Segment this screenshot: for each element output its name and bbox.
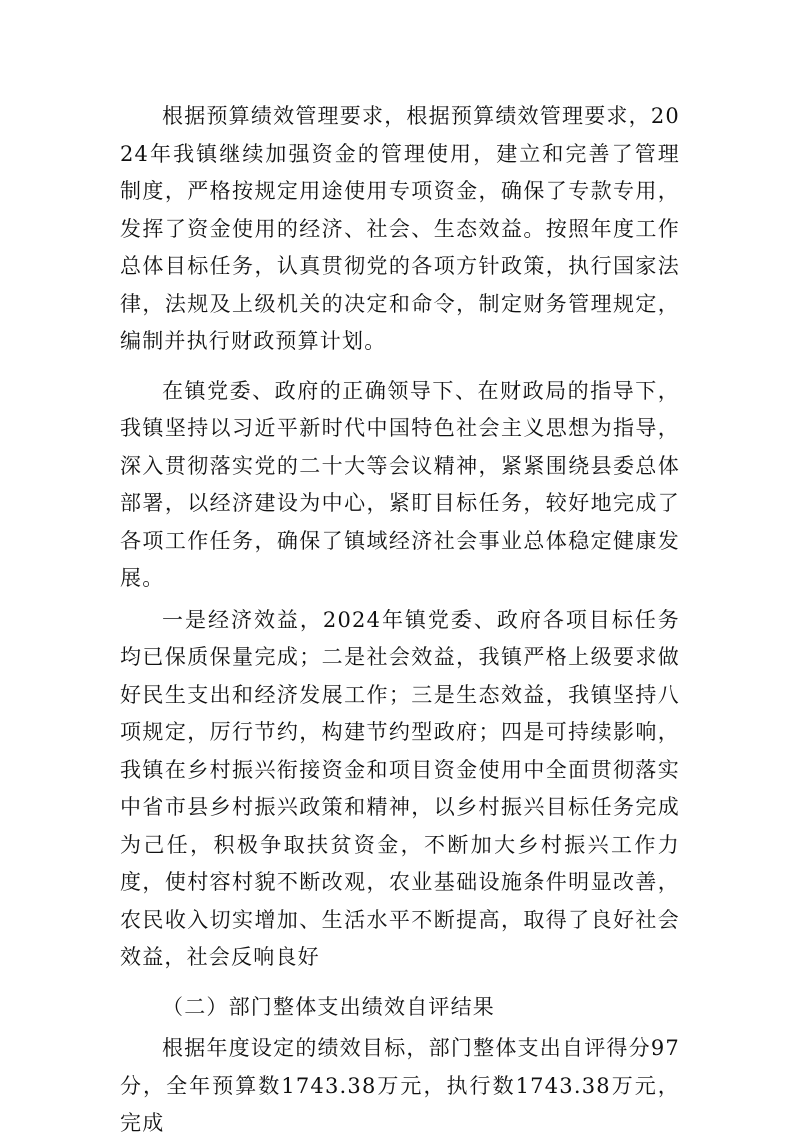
paragraph-leadership: 在镇党委、政府的正确领导下、在财政局的指导下，我镇坚持以习近平新时代中国特色社会主义思想为指导，深入贯彻落实党的二十大等会议精神，紧紧围绕县委总体部署，以经济建设为中心，紧盯目标任务，较好地完成了各项工作任务，确保了镇域经济社会事业总体稳定健康发展。 bbox=[120, 378, 680, 590]
paragraph-budget-management: 根据预算绩效管理要求，根据预算绩效管理要求，2024年我镇继续加强资金的管理使用，建立和完善了管理制度，严格按规定用途使用专项资金，确保了专款专用，发挥了资金使用的经济、社会、生态效益。按照年度工作总体目标任务，认真贯彻党的各项方针政策，执行国家法律，法规及上级机关的决定和命令，制定财务管理规定，编制并执行财政预算计划。 bbox=[120, 104, 680, 353]
document-body bbox=[120, 98, 680, 1143]
paragraph-benefits: 一是经济效益，2024年镇党委、政府各项目标任务均已保质保量完成；二是社会效益，我镇严格上级要求做好民生支出和经济发展工作；三是生态效益，我镇坚持八项规定，厉行节约，构建节约型政府；四是可持续影响，我镇在乡村振兴衔接资金和项目资金使用中全面贯彻落实中省市县乡村振兴政策和精神，以乡村振兴目标任务完成为己任，积极争取扶贫资金，不断加大乡村振兴工作力度，使村容村貌不断改观，农业基础设施条件明显改善，农民收入切实增加、生活水平不断提高，取得了良好社会效益，社会反响良好 bbox=[120, 607, 680, 969]
paragraph-self-evaluation: 根据年度设定的绩效目标，部门整体支出自评得分97分，全年预算数1743.38万元，执行数1743.38万元，完成 bbox=[120, 1036, 680, 1135]
section-heading: （二）部门整体支出绩效自评结果 bbox=[162, 994, 495, 1019]
